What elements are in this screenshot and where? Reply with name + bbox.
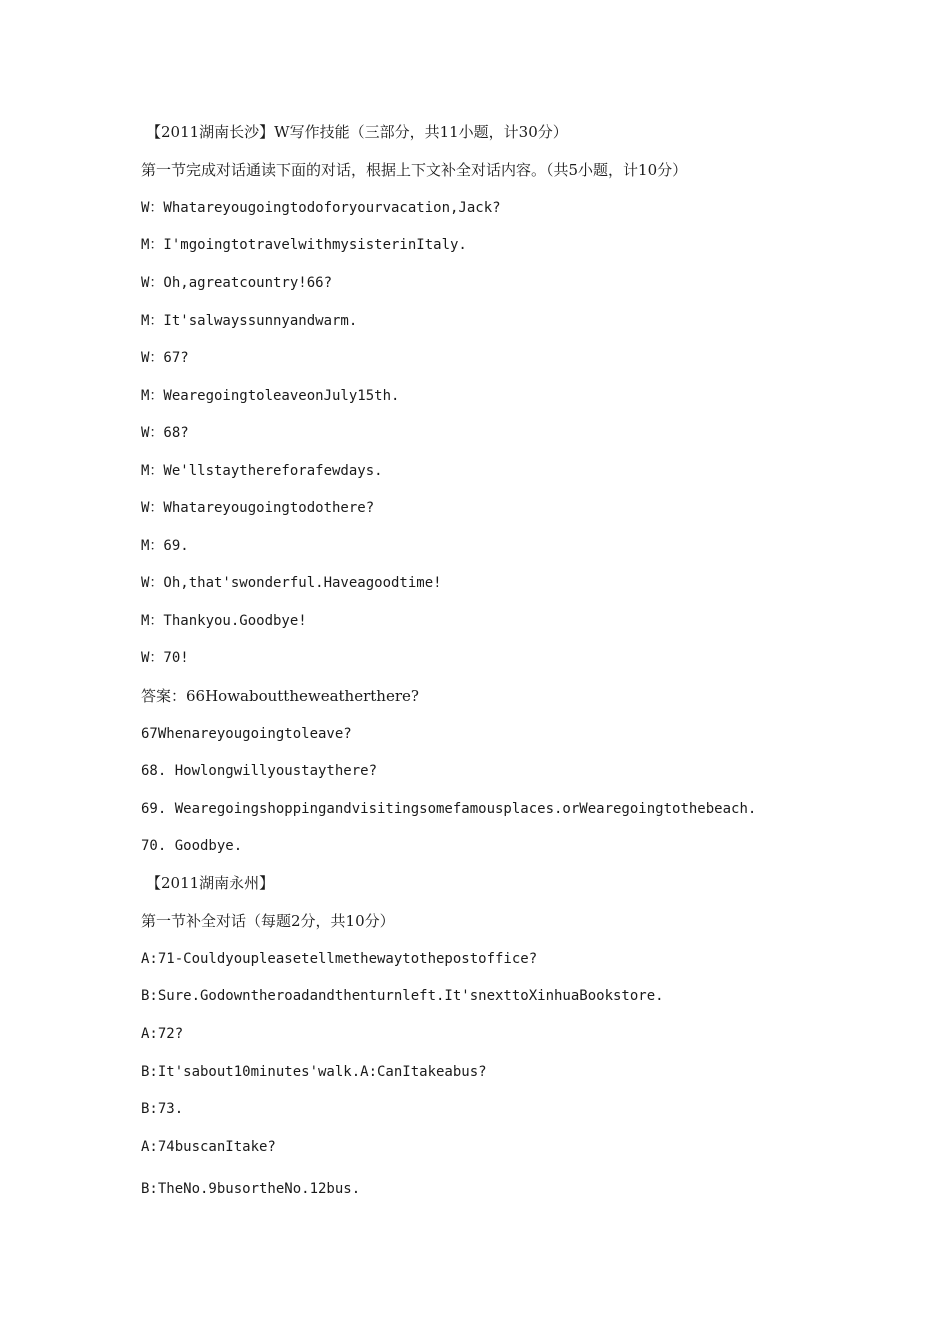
dialogue-line: W：Whatareyougoingtodothere? xyxy=(141,500,375,516)
dialogue-line: A:74buscanItake? xyxy=(141,1139,276,1155)
dialogue-line: M：WearegoingtoleaveonJuly15th. xyxy=(141,388,400,404)
section-instruction: 第一节完成对话通读下面的对话，根据上下文补全对话内容。（共5小题，计10分） xyxy=(141,161,688,179)
dialogue-line: B:73. xyxy=(141,1101,184,1117)
dialogue-line: W：68? xyxy=(141,425,189,441)
dialogue-line: B:It'sabout10minutes'walk.A:CanItakeabus? xyxy=(141,1064,487,1080)
dialogue-line: B:TheNo.9busortheNo.12bus. xyxy=(141,1181,361,1197)
dialogue-line: M：We'llstaythereforafewdays. xyxy=(141,463,383,479)
section-instruction: 第一节补全对话（每题2分，共10分） xyxy=(141,912,395,930)
section-heading-yongzhou: 【2011湖南永州】 xyxy=(146,874,275,892)
dialogue-line: W：Whatareyougoingtodoforyourvacation,Jack? xyxy=(141,200,501,216)
dialogue-line: A:71-Couldyoupleasetellmethewaytothepostoffice? xyxy=(141,951,538,967)
dialogue-line: W：Oh,that'swonderful.Haveagoodtime! xyxy=(141,575,442,591)
dialogue-line: M：69. xyxy=(141,538,189,554)
answer-line: 67Whenareyougoingtoleave? xyxy=(141,726,352,742)
answer-line: 69. Wearegoingshoppingandvisitingsomefamousplaces.orWearegoingtothebeach. xyxy=(141,801,757,817)
dialogue-line: M：It'salwayssunnyandwarm. xyxy=(141,313,358,329)
dialogue-line: M：Thankyou.Goodbye! xyxy=(141,613,307,629)
dialogue-line: W：Oh,agreatcountry!66? xyxy=(141,275,333,291)
dialogue-line: W：70! xyxy=(141,650,189,666)
section-heading-changsha: 【2011湖南长沙】W写作技能（三部分，共11小题，计30分） xyxy=(146,123,568,141)
dialogue-line: M：I'mgoingtotravelwithmysisterinItaly. xyxy=(141,237,467,253)
dialogue-line: W：67? xyxy=(141,350,189,366)
answer-line: 70. Goodbye. xyxy=(141,838,243,854)
dialogue-line: A:72? xyxy=(141,1026,184,1042)
answer-line: 答案：66Howabouttheweatherthere? xyxy=(141,687,419,705)
answer-line: 68. Howlongwillyoustaythere? xyxy=(141,763,378,779)
dialogue-line: B:Sure.Godowntheroadandthenturnleft.It'snexttoXinhuaBookstore. xyxy=(141,988,664,1004)
